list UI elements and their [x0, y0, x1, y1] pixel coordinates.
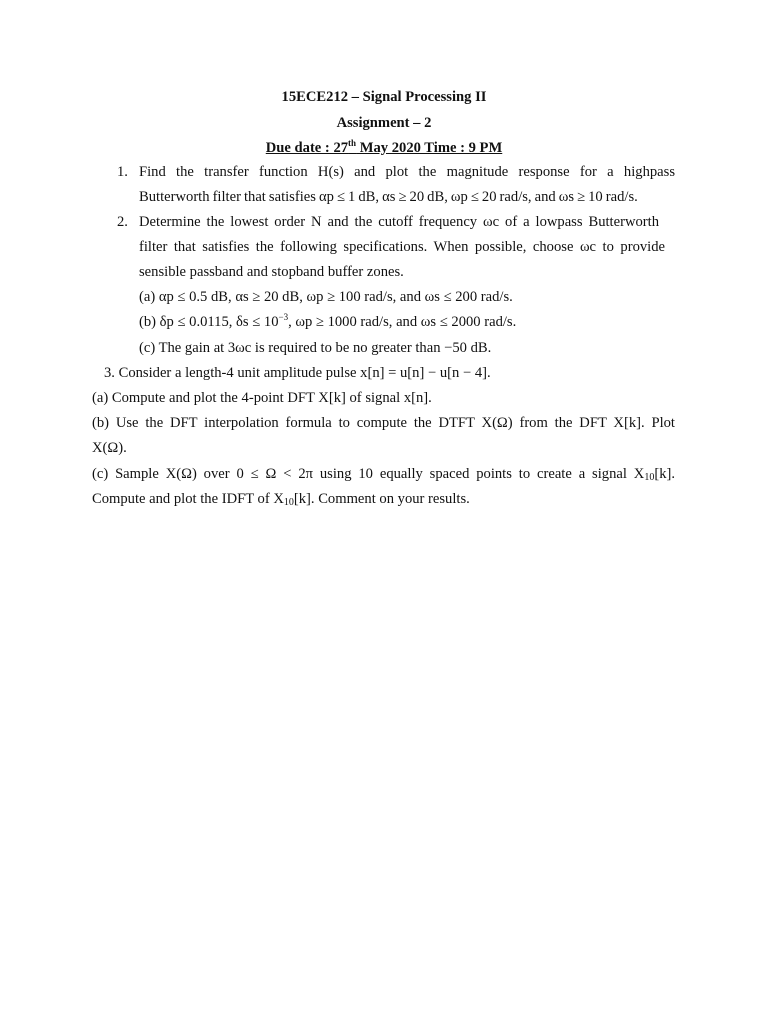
q2-part-c: (c) The gain at 3ωc is required to be no greater than −50 dB.	[139, 340, 492, 356]
q2-line-1-text: Determine the lowest order N and the cutoff frequency ωc of a lowpass Butterworth	[139, 214, 659, 230]
q1-line-2: Butterworth filter that satisfies αp ≤ 1 dB, αs ≥ 20 dB, ωp ≤ 20 rad/s, and ωs ≥ 10 rad/s.	[139, 189, 638, 205]
q3-part-a: (a) Compute and plot the 4-point DFT X[k] of signal x[n].	[92, 390, 432, 406]
q2-line-2-text: filter that satisfies the following specifications. When possible, choose ωc to provide	[139, 239, 665, 255]
q3-part-c-line-1-subscript: 10	[644, 472, 655, 483]
q2-part-b-post: , ωp ≥ 1000 rad/s, and ωs ≤ 2000 rad/s.	[288, 314, 517, 330]
q2-part-b-exponent: −3	[278, 312, 289, 322]
q3-part-c-line-2-subscript: 10	[283, 497, 294, 508]
q3-part-c-line-1-pre: (c) Sample X(Ω) over 0 ≤ Ω < 2π using 10 equally spaced points to create a signal X	[92, 466, 645, 482]
course-title: 15ECE212 – Signal Processing II	[281, 89, 487, 105]
q2-part-a: (a) αp ≤ 0.5 dB, αs ≥ 20 dB, ωp ≥ 100 rad/s, and ωs ≤ 200 rad/s.	[139, 289, 513, 305]
q1-number: 1.	[117, 164, 128, 180]
q3-part-b-line-1	[92, 414, 675, 432]
due-date-suffix: May 2020 Time : 9 PM	[356, 140, 503, 156]
q3-part-c-line-2-pre: Compute and plot the IDFT of X	[92, 491, 284, 507]
due-date-prefix: Due date : 27	[265, 140, 349, 156]
q1-line-1-text: Find the transfer function H(s) and plot the magnitude response for a highpass	[139, 164, 675, 180]
q3-part-c-line-1-post: [k].	[654, 466, 675, 482]
q3-part-c-line-1-text	[92, 465, 675, 483]
q2-part-b	[139, 313, 516, 331]
q3-intro: 3. Consider a length-4 unit amplitude pulse x[n] = u[n] − u[n − 4].	[104, 365, 491, 381]
assignment-title: Assignment – 2	[336, 115, 432, 131]
q2-part-b-pre: (b) δp ≤ 0.0115, δs ≤ 10	[139, 314, 279, 330]
q3-part-b-line-2: X(Ω).	[92, 440, 127, 456]
q2-line-1	[139, 213, 659, 231]
q3-part-c-line-2-post: [k]. Comment on your results.	[293, 491, 470, 507]
q1-line-1	[139, 163, 675, 181]
due-date-ordinal: th	[348, 138, 357, 148]
q3-part-b-line-1-text: (b) Use the DFT interpolation formula to compute the DTFT X(Ω) from the DFT X[k]. Plot	[92, 415, 675, 431]
q3-part-c-line-2	[92, 490, 470, 508]
q2-number: 2.	[117, 214, 128, 230]
q2-line-2	[139, 238, 665, 256]
q3-part-c-line-1	[92, 465, 675, 483]
due-date	[0, 139, 768, 157]
q2-line-3: sensible passband and stopband buffer zones.	[139, 264, 404, 280]
